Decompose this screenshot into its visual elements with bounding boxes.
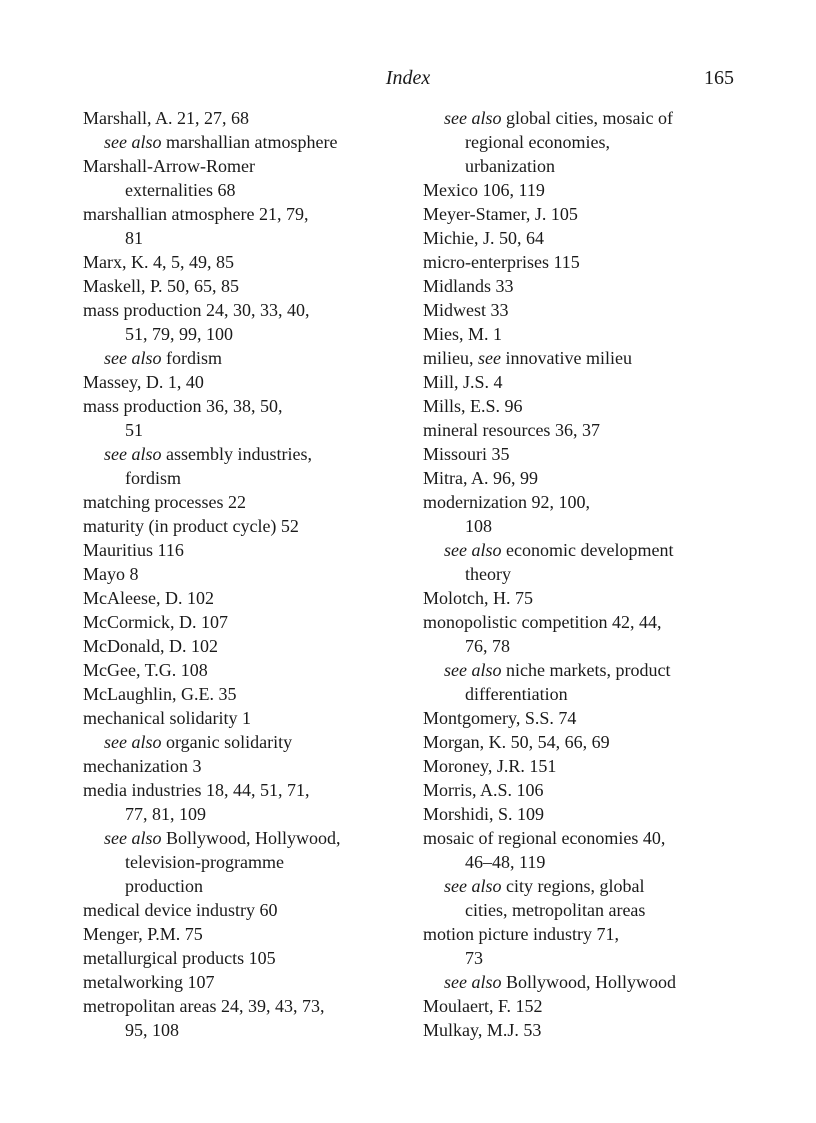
index-entry [83, 490, 403, 514]
index-entry [423, 226, 743, 250]
entry-text: micro-enterprises 115 [423, 252, 580, 272]
index-entry [83, 658, 403, 682]
see-also-label: see also [104, 444, 162, 464]
index-entry-continuation [423, 850, 743, 874]
entry-text: mineral resources 36, 37 [423, 420, 600, 440]
index-entry [83, 970, 403, 994]
entry-text: economic development [501, 540, 674, 560]
entry-text: 73 [465, 948, 483, 968]
entry-text: niche markets, product [501, 660, 671, 680]
entry-text: Bollywood, Hollywood, [161, 828, 341, 848]
entry-text: monopolistic competition 42, 44, [423, 612, 662, 632]
entry-text: 81 [125, 228, 143, 248]
index-entry [423, 394, 743, 418]
index-entry [83, 994, 403, 1018]
entry-text: Michie, J. 50, 64 [423, 228, 544, 248]
index-cross-reference [423, 970, 743, 994]
see-also-label: see also [104, 348, 162, 368]
entry-text: marshallian atmosphere [161, 132, 338, 152]
entry-text: 77, 81, 109 [125, 804, 206, 824]
index-entry [423, 490, 743, 514]
entry-text: Moroney, J.R. 151 [423, 756, 557, 776]
entry-text: externalities 68 [125, 180, 236, 200]
index-entry [423, 178, 743, 202]
entry-text: milieu, [423, 348, 478, 368]
index-entry [423, 802, 743, 826]
index-entry [83, 610, 403, 634]
index-entry [83, 298, 403, 322]
index-entry [423, 466, 743, 490]
index-entry [83, 586, 403, 610]
entry-text: assembly industries, [161, 444, 312, 464]
index-entry [83, 514, 403, 538]
index-entry-continuation [423, 898, 743, 922]
entry-text: differentiation [465, 684, 568, 704]
entry-text: Maskell, P. 50, 65, 85 [83, 276, 240, 296]
index-entry [423, 754, 743, 778]
entry-text: metalworking 107 [83, 972, 215, 992]
index-entry [83, 154, 403, 178]
entry-text: motion picture industry 71, [423, 924, 619, 944]
entry-text: regional economies, [465, 132, 610, 152]
index-cross-reference [423, 874, 743, 898]
index-entry [423, 346, 743, 370]
entry-text: mass production 24, 30, 33, 40, [83, 300, 310, 320]
entry-text: McDonald, D. 102 [83, 636, 218, 656]
index-cross-reference [83, 442, 403, 466]
entry-text: Mexico 106, 119 [423, 180, 545, 200]
index-cross-reference [83, 730, 403, 754]
index-entry-continuation [83, 874, 403, 898]
index-cross-reference [423, 538, 743, 562]
index-entry [83, 370, 403, 394]
entry-text: fordism [161, 348, 222, 368]
entry-text: 51 [125, 420, 143, 440]
see-also-label: see also [444, 540, 502, 560]
index-entry [83, 946, 403, 970]
entry-text: 95, 108 [125, 1020, 179, 1040]
index-entry [423, 826, 743, 850]
see-also-label: see also [444, 108, 502, 128]
entry-text: Bollywood, Hollywood [501, 972, 677, 992]
entry-text: Mitra, A. 96, 99 [423, 468, 538, 488]
index-entry [83, 250, 403, 274]
index-entry-continuation [423, 634, 743, 658]
index-entry-continuation [423, 682, 743, 706]
index-entry-continuation [83, 802, 403, 826]
see-also-label: see also [104, 732, 162, 752]
entry-text: Mill, J.S. 4 [423, 372, 503, 392]
entry-text: organic solidarity [161, 732, 293, 752]
see-also-label: see also [444, 660, 502, 680]
entry-text: media industries 18, 44, 51, 71, [83, 780, 310, 800]
see-also-label: see [478, 348, 501, 368]
index-entry-continuation [83, 418, 403, 442]
index-entry [83, 754, 403, 778]
entry-text: Mies, M. 1 [423, 324, 503, 344]
index-entry [423, 922, 743, 946]
entry-text: city regions, global [501, 876, 645, 896]
entry-text: Midwest 33 [423, 300, 509, 320]
index-cross-reference [83, 826, 403, 850]
index-entry [83, 562, 403, 586]
index-entry [83, 682, 403, 706]
entry-text: cities, metropolitan areas [465, 900, 646, 920]
entry-text: 108 [465, 516, 492, 536]
entry-text: McGee, T.G. 108 [83, 660, 208, 680]
see-also-label: see also [444, 876, 502, 896]
entry-text: maturity (in product cycle) 52 [83, 516, 299, 536]
index-entry-continuation [83, 850, 403, 874]
index-entry-continuation [423, 562, 743, 586]
index-entry-continuation [423, 946, 743, 970]
entry-text: McCormick, D. 107 [83, 612, 228, 632]
entry-text: Marx, K. 4, 5, 49, 85 [83, 252, 234, 272]
entry-text: Montgomery, S.S. 74 [423, 708, 577, 728]
index-entry [423, 250, 743, 274]
entry-text: Missouri 35 [423, 444, 510, 464]
index-entry-continuation [83, 322, 403, 346]
index-entry-continuation [83, 1018, 403, 1042]
index-entry [83, 538, 403, 562]
entry-text: Meyer-Stamer, J. 105 [423, 204, 578, 224]
entry-text: production [125, 876, 203, 896]
index-entry-continuation [83, 178, 403, 202]
index-entry [423, 202, 743, 226]
index-entry [423, 274, 743, 298]
entry-text: Mills, E.S. 96 [423, 396, 523, 416]
entry-text: modernization 92, 100, [423, 492, 590, 512]
index-entry-continuation [423, 514, 743, 538]
see-also-label: see also [104, 132, 162, 152]
entry-text: Mauritius 116 [83, 540, 184, 560]
index-entry [83, 634, 403, 658]
entry-text: Midlands 33 [423, 276, 514, 296]
entry-text: medical device industry 60 [83, 900, 278, 920]
see-also-label: see also [444, 972, 502, 992]
entry-text: fordism [125, 468, 181, 488]
index-entry [423, 610, 743, 634]
index-column-right [423, 106, 743, 1042]
entry-text: McLaughlin, G.E. 35 [83, 684, 237, 704]
running-header-title: Index [385, 67, 431, 89]
index-entry [83, 922, 403, 946]
page-number: 165 [704, 67, 734, 89]
index-entry [83, 394, 403, 418]
entry-text: urbanization [465, 156, 555, 176]
index-entry [83, 898, 403, 922]
index-entry [423, 730, 743, 754]
entry-text: McAleese, D. 102 [83, 588, 214, 608]
index-entry [423, 706, 743, 730]
index-entry [83, 106, 403, 130]
index-entry [423, 322, 743, 346]
entry-text: global cities, mosaic of [501, 108, 673, 128]
index-entry [423, 994, 743, 1018]
index-entry [83, 202, 403, 226]
entry-text: Mayo 8 [83, 564, 139, 584]
entry-text: Marshall, A. 21, 27, 68 [83, 108, 249, 128]
entry-text: 76, 78 [465, 636, 510, 656]
entry-text: innovative milieu [500, 348, 632, 368]
entry-text: 51, 79, 99, 100 [125, 324, 233, 344]
entry-text: Massey, D. 1, 40 [83, 372, 204, 392]
entry-text: mosaic of regional economies 40, [423, 828, 666, 848]
entry-text: matching processes 22 [83, 492, 246, 512]
entry-text: Morris, A.S. 106 [423, 780, 544, 800]
index-entry-continuation [83, 226, 403, 250]
index-cross-reference [423, 658, 743, 682]
index-column-left [83, 106, 403, 1042]
index-entry [423, 442, 743, 466]
index-entry [423, 418, 743, 442]
entry-text: marshallian atmosphere 21, 79, [83, 204, 309, 224]
entry-text: Marshall-Arrow-Romer [83, 156, 255, 176]
entry-text: mechanical solidarity 1 [83, 708, 251, 728]
entry-text: 46–48, 119 [465, 852, 546, 872]
index-entry [423, 778, 743, 802]
entry-text: Moulaert, F. 152 [423, 996, 543, 1016]
entry-text: Morshidi, S. 109 [423, 804, 545, 824]
entry-text: Mulkay, M.J. 53 [423, 1020, 542, 1040]
index-entry [423, 370, 743, 394]
index-entry-continuation [423, 154, 743, 178]
index-entry [83, 274, 403, 298]
index-cross-reference [83, 130, 403, 154]
see-also-label: see also [104, 828, 162, 848]
entry-text: metallurgical products 105 [83, 948, 276, 968]
index-entry [83, 706, 403, 730]
entry-text: mechanization 3 [83, 756, 202, 776]
entry-text: theory [465, 564, 511, 584]
index-entry [423, 586, 743, 610]
entry-text: metropolitan areas 24, 39, 43, 73, [83, 996, 325, 1016]
entry-text: Menger, P.M. 75 [83, 924, 203, 944]
entry-text: mass production 36, 38, 50, [83, 396, 283, 416]
entry-text: Morgan, K. 50, 54, 66, 69 [423, 732, 610, 752]
index-entry-continuation [83, 466, 403, 490]
index-entry [83, 778, 403, 802]
index-entry [423, 298, 743, 322]
index-cross-reference [423, 106, 743, 130]
index-entry-continuation [423, 130, 743, 154]
entry-text: television-programme [125, 852, 284, 872]
index-cross-reference [83, 346, 403, 370]
entry-text: Molotch, H. 75 [423, 588, 533, 608]
index-entry [423, 1018, 743, 1042]
